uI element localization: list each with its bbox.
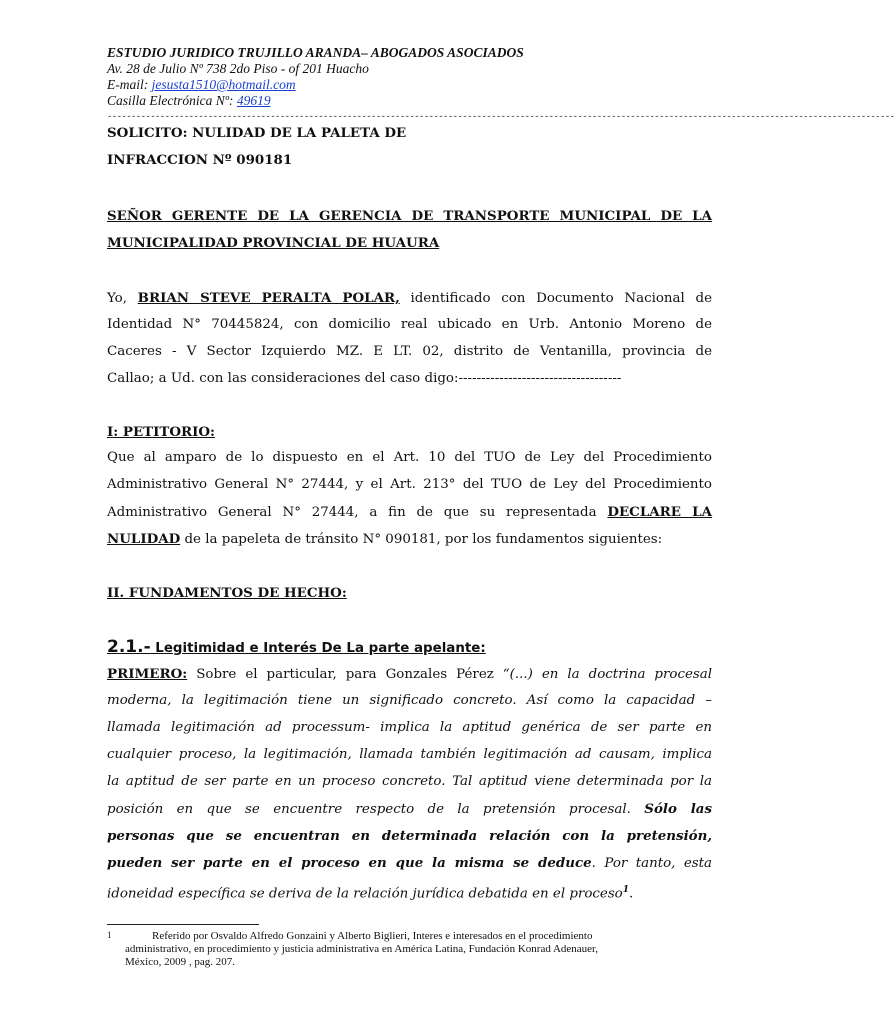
petitorio-line-4-text: de la papeleta de tránsito N° 090181, por los fundamentos siguientes: — [180, 532, 663, 547]
primero-line-9 — [107, 877, 712, 903]
intro-line-1-rest: identificado con Documento Nacional de — [399, 291, 712, 306]
primero-line-3: llamada legitimación ad processum- implica la aptitud genérica de ser parte en — [107, 720, 712, 735]
footnote-ref[interactable]: 1 — [622, 885, 630, 895]
casilla-link[interactable]: 49619 — [236, 93, 271, 108]
primero-line-8-bold: pueden ser parte en el proceso en que la misma se deduce — [107, 855, 592, 871]
footnote-line-3: México, 2009 , pag. 207. — [125, 956, 235, 968]
primero-line-8-text: . Por tanto, esta — [591, 856, 712, 871]
fundamentos-title: II. FUNDAMENTOS DE HECHO: — [107, 585, 347, 601]
email-link[interactable]: jesusta1510@hotmail.com — [151, 77, 296, 92]
firm-email-row — [107, 77, 524, 93]
addressee-line-1: SEÑOR GERENTE DE LA GERENCIA DE TRANSPORTE MUNICIPAL DE LA — [107, 208, 712, 224]
addressee-line-2: MUNICIPALIDAD PROVINCIAL DE HUAURA — [107, 235, 440, 251]
primero-line-8 — [107, 850, 712, 876]
subsection-heading — [107, 634, 712, 660]
primero-line-9-text: idoneidad específica se deriva de la relación jurídica debatida en el proceso — [107, 886, 623, 902]
letterhead — [107, 45, 524, 109]
intro-line-2: Identidad N° 70445824, con domicilio real ubicado en Urb. Antonio Moreno de — [107, 317, 712, 332]
primero-line-4: cualquier proceso, la legitimación, llamada también legitimación ad causam, implica — [107, 747, 712, 762]
petitorio-title: I: PETITORIO: — [107, 424, 216, 440]
subsection-number: 2.1.- — [107, 637, 151, 657]
firm-address: Av. 28 de Julio Nº 738 2do Piso - of 201 Huacho — [107, 61, 369, 76]
petitorio-line-4 — [107, 526, 712, 552]
primero-line-7: personas que se encuentran en determinada relación con la pretensión, — [107, 828, 712, 844]
casilla-row — [107, 93, 524, 109]
petitorio-line-3 — [107, 499, 712, 525]
nulidad-emphasis: NULIDAD — [107, 531, 181, 547]
primero-quote-start: “(...) en la doctrina procesal — [502, 667, 713, 682]
primero-line-6-bold: Sólo las — [644, 801, 712, 817]
footnote-separator — [107, 924, 259, 925]
header-divider: -------------------------------------------------------------------------------------------------------------------------------------------------------------------- — [107, 112, 894, 122]
firm-name: ESTUDIO JURIDICO TRUJILLO ARANDA– ABOGADOS ASOCIADOS — [107, 45, 524, 60]
primero-line-2: moderna, la legitimación tiene un significado concreto. Así como la capacidad – — [107, 693, 712, 708]
intro-line-1 — [107, 285, 712, 311]
primero-line-1-text: Sobre el particular, para Gonzales Pérez — [187, 667, 503, 682]
declare-emphasis: DECLARE LA — [607, 504, 712, 520]
primero-line-6-text: posición en que se encuentre respecto de la pretensión procesal. — [107, 802, 645, 817]
petitorio-line-1: Que al amparo de lo dispuesto en el Art. 10 del TUO de Ley del Procedimiento — [107, 450, 712, 465]
intro-prefix: Yo, — [107, 291, 138, 306]
primero-label: PRIMERO: — [107, 666, 188, 682]
petitioner-name: BRIAN STEVE PERALTA POLAR, — [137, 290, 400, 306]
casilla-label: Casilla Electrónica Nº: — [107, 93, 237, 108]
intro-line-4: Callao; a Ud. con las consideraciones del caso digo:------------------------------------ — [107, 371, 622, 386]
solicito-line-2: INFRACCION Nº 090181 — [107, 152, 293, 168]
primero-line-1 — [107, 661, 712, 687]
subsection-title: Legitimidad e Interés De La parte apelante: — [150, 641, 486, 656]
primero-line-6 — [107, 796, 712, 822]
petitorio-line-3-text: Administrativo General N° 27444, a fin de que su representada — [107, 505, 608, 520]
footnote-line-1: Referido por Osvaldo Alfredo Gonzaini y Alberto Biglieri, Interes e interesados en el procedimiento — [152, 930, 593, 942]
email-label: E-mail: — [107, 77, 152, 92]
footnote-line-2: administrativo, en procedimiento y justicia administrativa en América Latina, Fundación Konrad Adenauer, — [125, 943, 599, 955]
petitorio-line-2: Administrativo General N° 27444, y el Art. 213° del TUO de Ley del Procedimiento — [107, 477, 712, 492]
solicito-line-1: SOLICITO: NULIDAD DE LA PALETA DE — [107, 125, 407, 141]
intro-line-3: Caceres - V Sector Izquierdo MZ. E LT. 02, distrito de Ventanilla, provincia de — [107, 344, 712, 359]
primero-line-9-end: . — [629, 886, 634, 902]
primero-line-5: la aptitud de ser parte en un proceso concreto. Tal aptitud viene determinada por la — [107, 774, 712, 789]
footnote-number: 1 — [107, 930, 112, 940]
